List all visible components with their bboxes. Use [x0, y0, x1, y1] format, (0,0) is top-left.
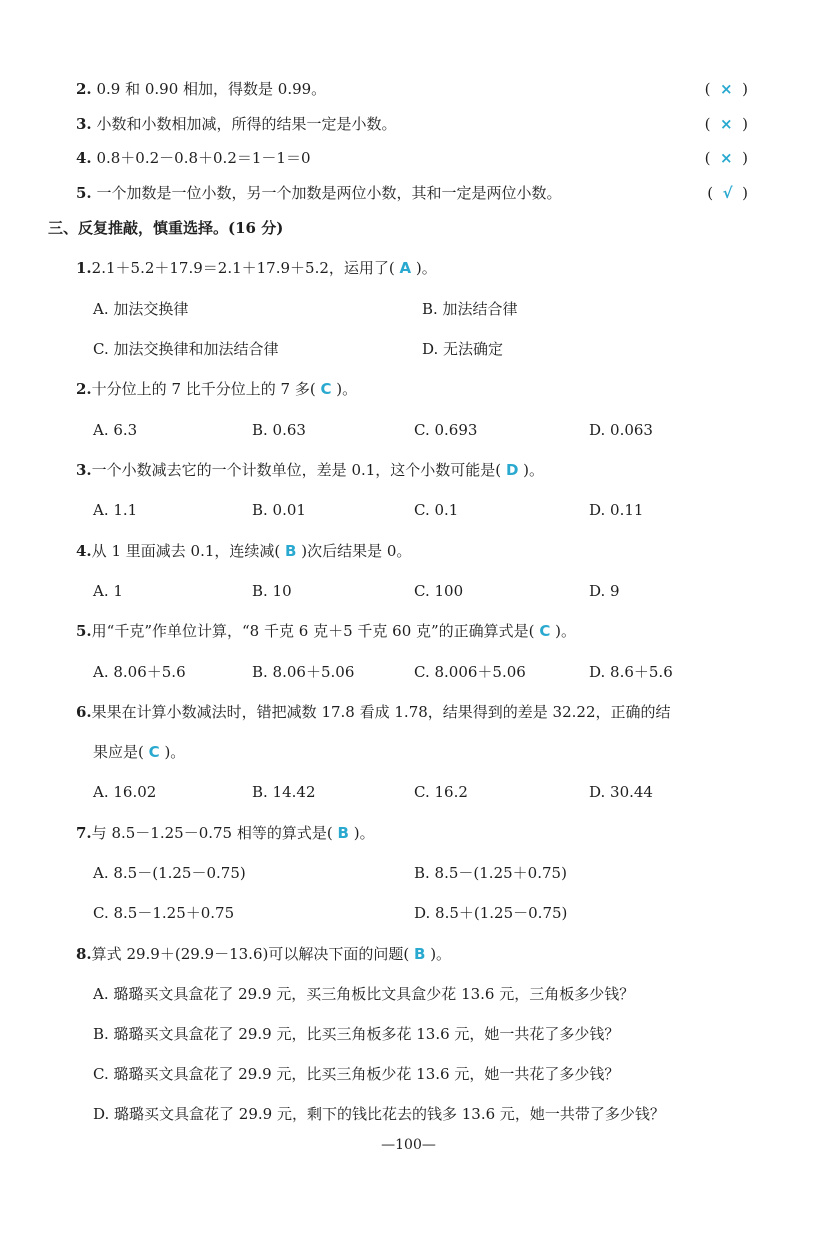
option: C. 加法交换律和加法结合律	[93, 340, 279, 358]
answer-mark: ×	[720, 115, 733, 133]
question-text: 一个小数减去它的一个计数单位，差是 0.1，这个小数可能是(	[91, 461, 502, 479]
question-tail: )。	[523, 461, 545, 479]
option: B. 加法结合律	[422, 300, 518, 318]
option: D. 无法确定	[422, 340, 504, 358]
option: C. 100	[414, 582, 464, 600]
answer-bracket: ( √ )	[707, 184, 748, 202]
answer-mark: √	[722, 184, 733, 202]
option: B. 0.01	[252, 501, 306, 519]
option: A. 1.1	[93, 501, 138, 519]
question-5	[76, 619, 748, 643]
question-text: 十分位上的 7 比千分位上的 7 多(	[91, 380, 316, 398]
item-text: 0.8＋0.2－0.8＋0.2＝1－1＝0	[96, 149, 311, 167]
option: B. 0.63	[252, 421, 306, 439]
option: C. 8.5－1.25＋0.75	[93, 904, 235, 922]
question-text: 果应是(	[93, 743, 144, 761]
question-text: 算式 29.9＋(29.9－13.6)可以解决下面的问题(	[91, 945, 410, 963]
option: A. 16.02	[93, 783, 157, 801]
answer-letter: C	[539, 622, 551, 640]
question-2	[76, 377, 748, 401]
item-number: 5.	[76, 184, 92, 202]
question-text: 与 8.5－1.25－0.75 相等的算式是(	[91, 824, 333, 842]
item-number: 3.	[76, 115, 92, 133]
question-number: 8.	[76, 945, 92, 963]
option: A. 6.3	[93, 421, 138, 439]
page-number: —100—	[381, 1137, 436, 1153]
question-number: 2.	[76, 380, 92, 398]
option: B. 10	[252, 582, 292, 600]
option: B. 璐璐买文具盒花了 29.9 元，比买三角板多花 13.6 元，她一共花了多少钱？	[93, 1025, 620, 1043]
option: C. 璐璐买文具盒花了 29.9 元，比买三角板少花 13.6 元，她一共花了多少钱？	[93, 1065, 620, 1083]
answer-mark: ×	[720, 149, 733, 167]
question-number: 7.	[76, 824, 92, 842]
option: A. 8.06＋5.6	[93, 663, 186, 681]
question-tail: )。	[415, 259, 437, 277]
option: D. 9	[589, 582, 620, 600]
answer-letter: B	[413, 945, 426, 963]
question-7	[76, 821, 748, 845]
judge-item	[76, 77, 748, 101]
option: B. 8.5－(1.25＋0.75)	[414, 864, 567, 882]
question-number: 3.	[76, 461, 92, 479]
item-text: 小数和小数相加减，所得的结果一定是小数。	[96, 115, 397, 133]
question-6	[76, 700, 748, 724]
answer-bracket: ( × )	[704, 149, 748, 167]
question-text: 用“千克”作单位计算，“8 千克 6 克＋5 千克 60 克”的正确算式是(	[91, 622, 535, 640]
question-number: 5.	[76, 622, 92, 640]
option: C. 0.1	[414, 501, 459, 519]
option: D. 30.44	[589, 783, 653, 801]
question-tail: )。	[336, 380, 358, 398]
option: B. 8.06＋5.06	[252, 663, 355, 681]
option: D. 璐璐买文具盒花了 29.9 元，剩下的钱比花去的钱多 13.6 元，她一共带了多少钱？	[93, 1105, 665, 1123]
question-text: 2.1＋5.2＋17.9＝2.1＋17.9＋5.2，运用了(	[91, 259, 395, 277]
option: A. 加法交换律	[93, 300, 189, 318]
answer-bracket: ( × )	[704, 115, 748, 133]
option: A. 8.5－(1.25－0.75)	[93, 864, 246, 882]
section-heading: 三、反复推敲，慎重选择。(16 分)	[48, 219, 284, 237]
question-tail: )次后结果是 0。	[301, 542, 412, 560]
option: C. 16.2	[414, 783, 468, 801]
answer-letter: C	[320, 380, 332, 398]
item-number: 4.	[76, 149, 92, 167]
option: A. 璐璐买文具盒花了 29.9 元，买三角板比文具盒少花 13.6 元，三角板多少钱？	[93, 985, 635, 1003]
answer-bracket: ( × )	[704, 80, 748, 98]
item-text: 0.9 和 0.90 相加，得数是 0.99。	[96, 80, 327, 98]
question-6-continued	[93, 740, 185, 764]
option: D. 8.6＋5.6	[589, 663, 673, 681]
judge-item	[76, 146, 748, 170]
question-tail: )。	[430, 945, 452, 963]
question-8	[76, 942, 748, 966]
option: D. 0.11	[589, 501, 644, 519]
question-tail: )。	[164, 743, 186, 761]
question-text: 从 1 里面减去 0.1，连续减(	[91, 542, 281, 560]
question-3	[76, 458, 748, 482]
answer-letter: B	[337, 824, 349, 842]
question-text: 果果在计算小数减法时，错把减数 17.8 看成 1.78，结果得到的差是 32.22，正确的结	[91, 703, 671, 721]
item-number: 2.	[76, 80, 92, 98]
judge-item	[76, 181, 748, 205]
answer-mark: ×	[720, 80, 733, 98]
answer-letter: A	[399, 259, 412, 277]
judge-item	[76, 112, 748, 136]
item-text: 一个加数是一位小数，另一个加数是两位小数，其和一定是两位小数。	[96, 184, 562, 202]
option: A. 1	[93, 582, 123, 600]
question-tail: )。	[555, 622, 576, 640]
question-number: 4.	[76, 542, 92, 560]
question-4	[76, 539, 748, 563]
option: D. 8.5＋(1.25－0.75)	[414, 904, 568, 922]
question-number: 6.	[76, 703, 92, 721]
question-number: 1.	[76, 259, 92, 277]
option: C. 8.006＋5.06	[414, 663, 526, 681]
answer-letter: D	[505, 461, 519, 479]
option: C. 0.693	[414, 421, 478, 439]
option: B. 14.42	[252, 783, 316, 801]
question-1	[76, 256, 748, 280]
option: D. 0.063	[589, 421, 653, 439]
question-tail: )。	[353, 824, 375, 842]
answer-letter: C	[148, 743, 160, 761]
answer-letter: B	[285, 542, 297, 560]
